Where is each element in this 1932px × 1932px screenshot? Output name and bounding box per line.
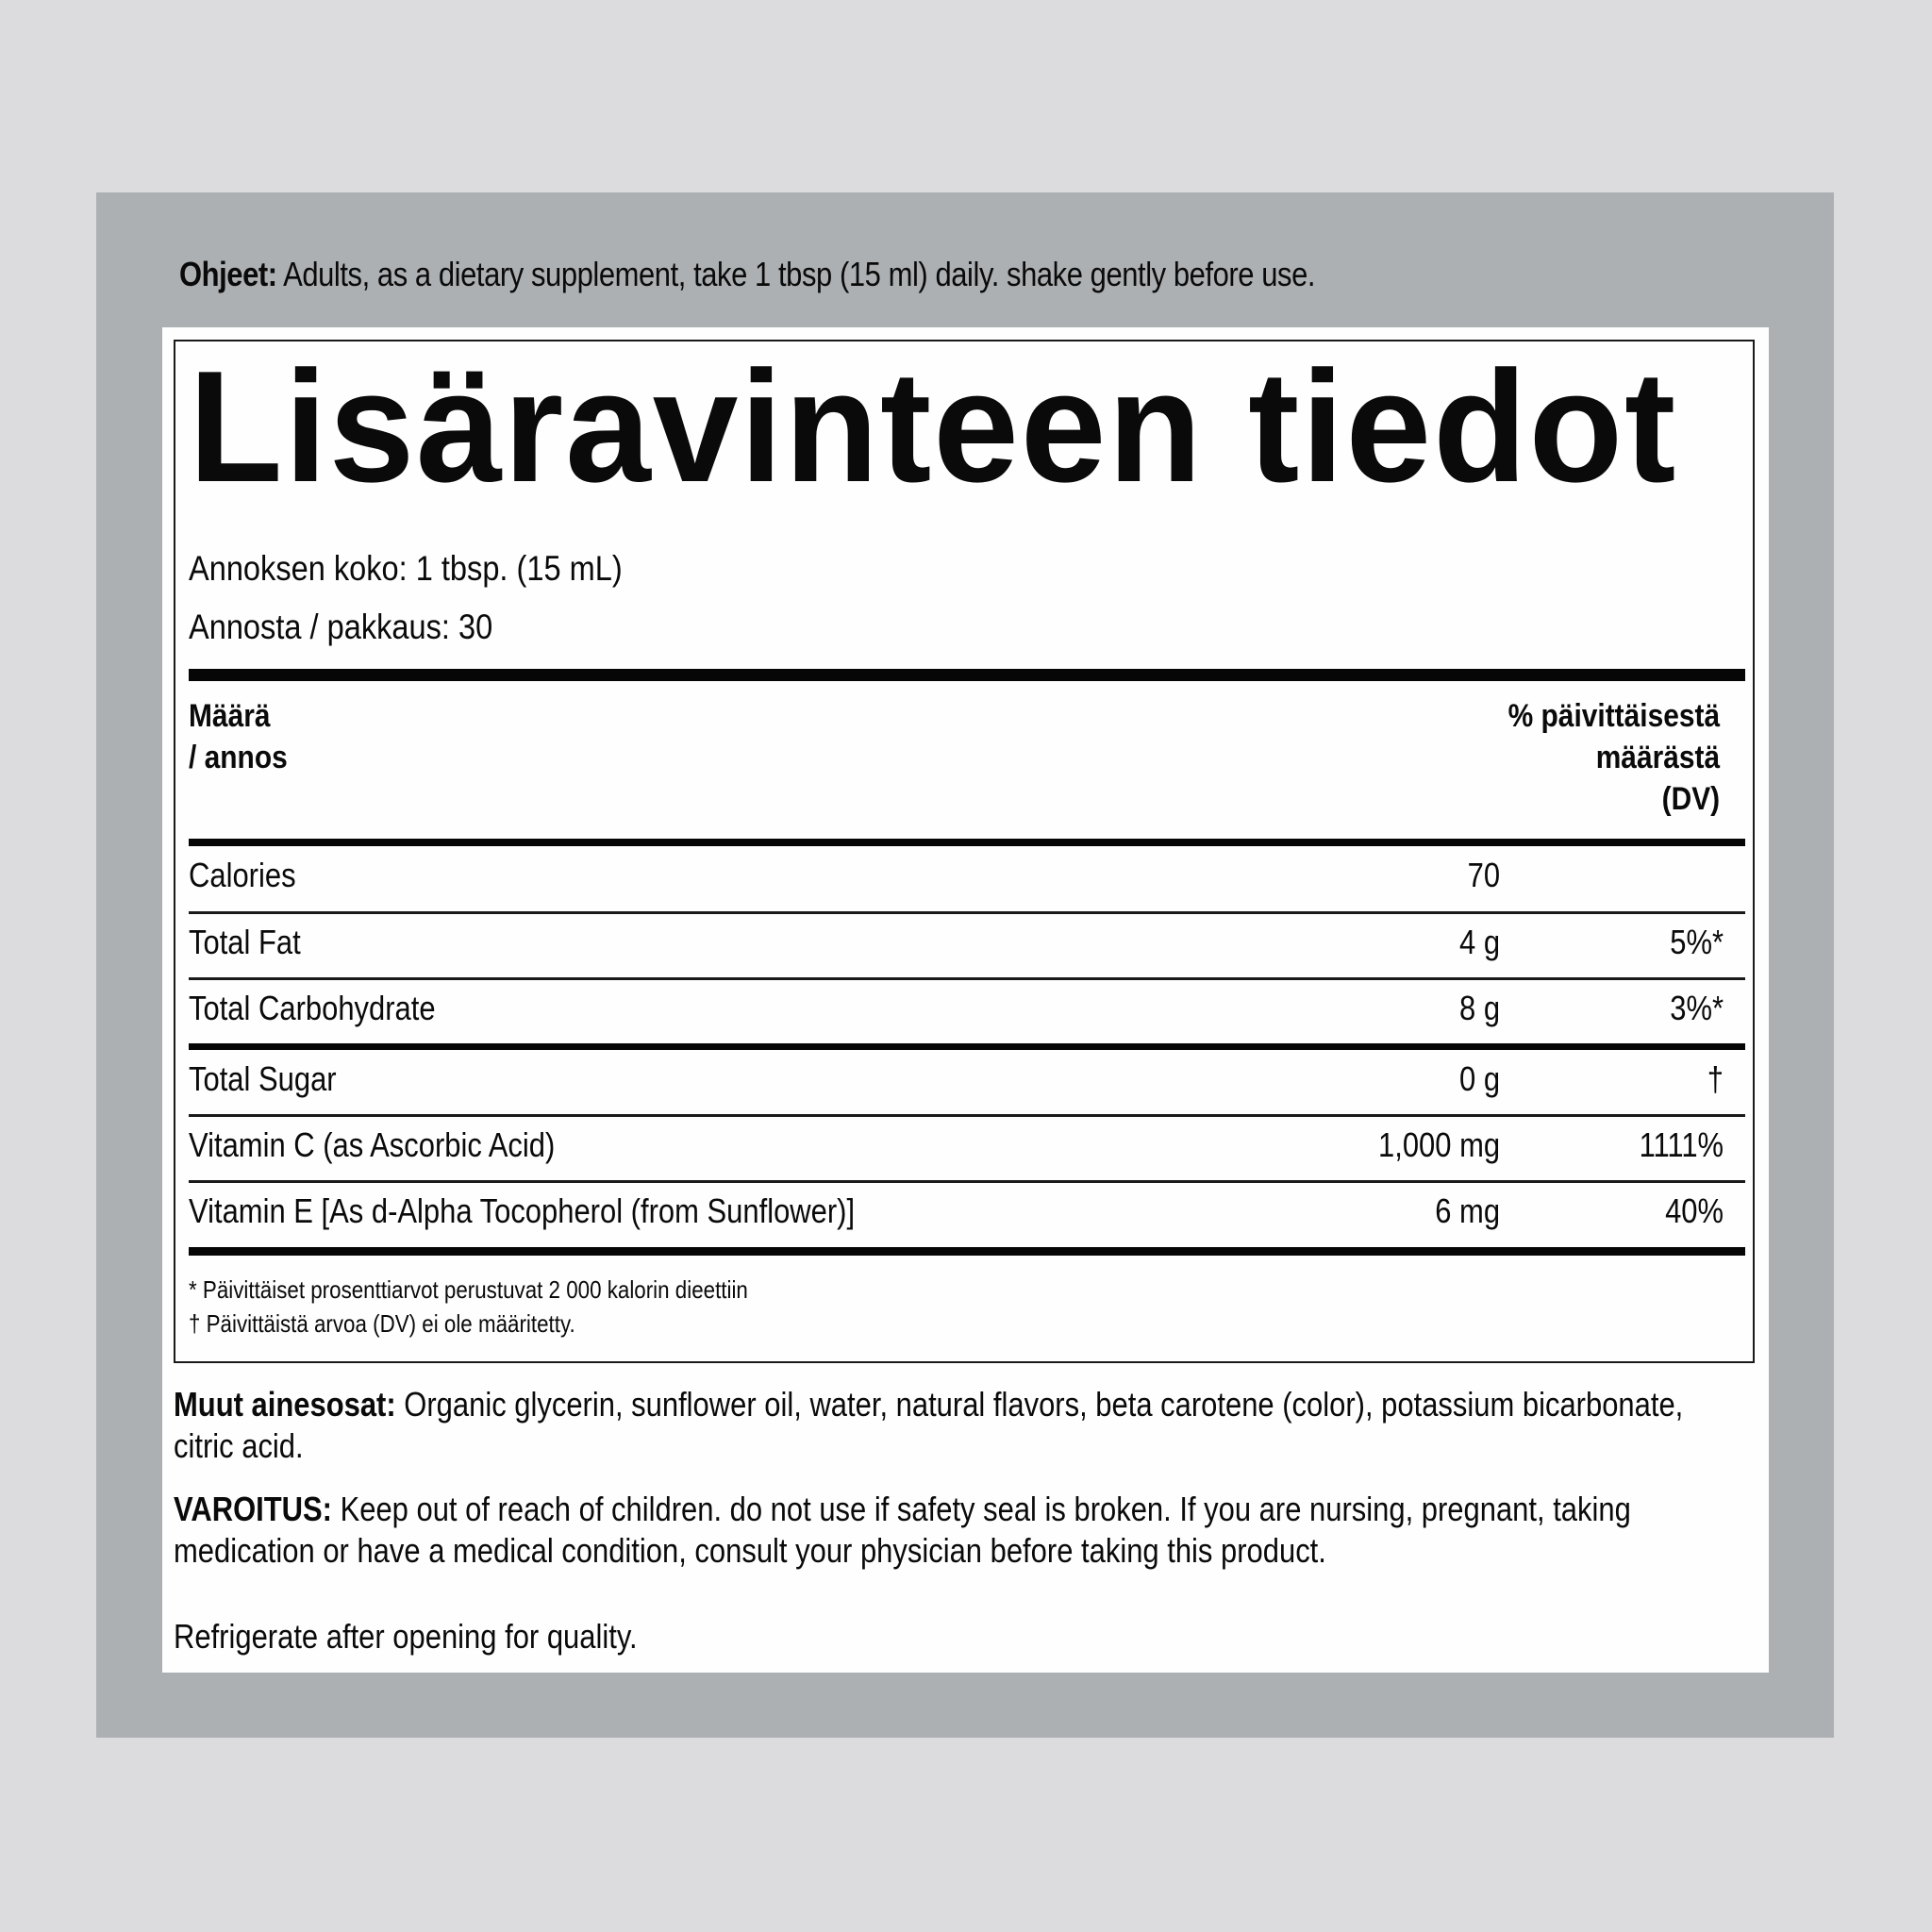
footnote-daily-values: * Päivittäiset prosenttiarvot perustuvat 2 000 kalorin dieettiin: [189, 1275, 748, 1304]
nutrient-amount: 4 g: [1458, 923, 1500, 961]
divider-medium: [189, 839, 1745, 846]
amount-per-serving-header: [189, 695, 288, 778]
nutrient-row-total-carbohydrate: [189, 980, 1745, 1037]
nutrient-dv: 5%*: [1670, 923, 1724, 961]
divider-thick: [189, 669, 1745, 681]
header-right-line: määrästä: [1595, 740, 1720, 775]
warning-text: Keep out of reach of children. do not use if safety seal is broken. If you are nursing, pregnant, taking medication or have a medical condition, consult your physician before taking this product.: [174, 1490, 1631, 1570]
header-left-line: / annos: [189, 740, 288, 775]
nutrient-row-calories: [189, 847, 1745, 904]
nutrient-row-total-fat: [189, 914, 1745, 971]
nutrient-amount: 70: [1467, 856, 1500, 894]
serving-size: Annoksen koko: 1 tbsp. (15 mL): [189, 549, 623, 588]
divider-medium: [189, 1247, 1745, 1256]
facts-title: Lisäravinteen tiedot: [189, 338, 1678, 515]
nutrient-dv: 1111%: [1639, 1125, 1724, 1164]
nutrient-dv: †: [1707, 1059, 1724, 1098]
nutrient-amount: 8 g: [1458, 989, 1500, 1027]
nutrient-row-vitamin-e: [189, 1183, 1745, 1240]
nutrient-name: Total Sugar: [189, 1059, 337, 1098]
other-ingredients-text: Organic glycerin, sunflower oil, water, natural flavors, beta carotene (color), potassium bicarbonate, citric acid.: [174, 1385, 1684, 1465]
nutrient-amount: 1,000 mg: [1377, 1125, 1500, 1164]
directions-body: Adults, as a dietary supplement, take 1 tbsp (15 ml) daily. shake gently before use.: [276, 255, 1316, 293]
nutrient-amount: 6 mg: [1435, 1191, 1500, 1230]
header-right-line: % päivittäisestä: [1507, 698, 1720, 734]
footnote-dv-not-established: † Päivittäistä arvoa (DV) ei ole määritetty.: [189, 1309, 575, 1338]
nutrient-row-vitamin-c: [189, 1117, 1745, 1174]
nutrient-name: Vitamin E [As d-Alpha Tocopherol (from Sunflower)]: [189, 1191, 856, 1230]
directions-text: [179, 255, 1315, 294]
nutrient-name: Total Carbohydrate: [189, 989, 436, 1027]
nutrient-amount: 0 g: [1458, 1059, 1500, 1098]
servings-per-container: Annosta / pakkaus: 30: [189, 608, 493, 646]
daily-value-header: [1507, 695, 1720, 820]
supplement-facts-panel: [174, 340, 1755, 1363]
other-ingredients: [174, 1384, 1740, 1467]
nutrient-name: Calories: [189, 856, 296, 894]
directions-label: Ohjeet:: [179, 255, 277, 293]
nutrient-name: Total Fat: [189, 923, 301, 961]
nutrient-row-total-sugar: [189, 1051, 1745, 1108]
nutrient-name: Vitamin C (as Ascorbic Acid): [189, 1125, 556, 1164]
divider-medium: [189, 1043, 1745, 1050]
nutrient-dv: 3%*: [1670, 989, 1724, 1027]
other-ingredients-label: Muut ainesosat:: [174, 1385, 396, 1424]
warning: [174, 1489, 1740, 1572]
header-right-line: (DV): [1661, 781, 1720, 817]
header-left-line: Määrä: [189, 698, 271, 734]
warning-label: VAROITUS:: [174, 1490, 332, 1528]
nutrient-dv: 40%: [1665, 1191, 1724, 1230]
storage-instructions: Refrigerate after opening for quality.: [174, 1617, 638, 1656]
